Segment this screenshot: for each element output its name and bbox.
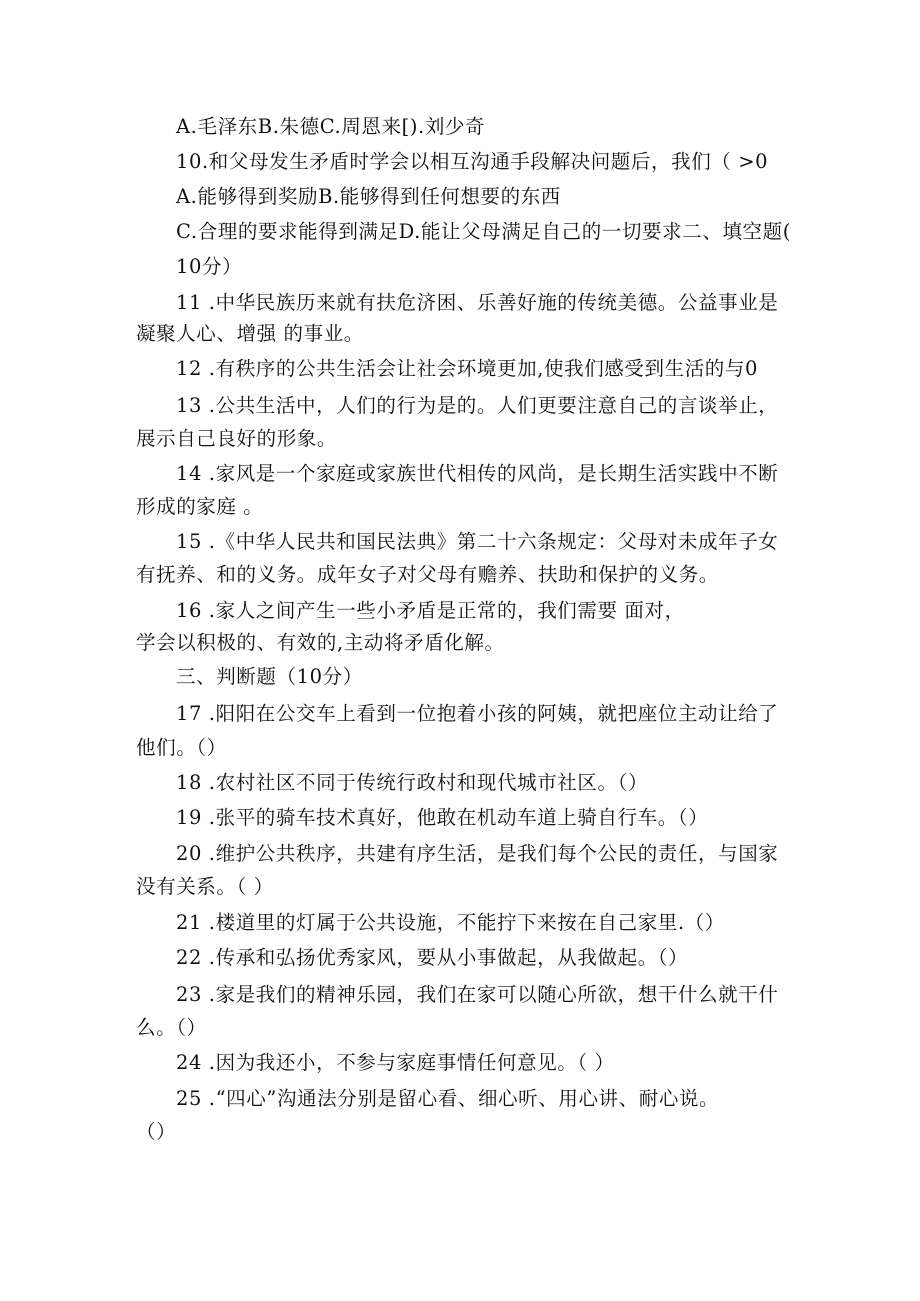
question-17: 17 .阳阳在公交车上看到一位抱着小孩的阿姨，就把座位主动让给了 [176, 702, 779, 725]
question-25-cont: （） [136, 1120, 177, 1143]
q10-options-ab: A.能够得到奖励B.能够得到任何想要的东西 [176, 185, 561, 208]
question-16-cont: 学会以积极的、有效的,主动将矛盾化解。 [136, 631, 505, 654]
q10-options-cd: C.合理的要求能得到满足D.能让父母满足自己的一切要求二、填空题( [176, 220, 791, 243]
question-16: 16 .家人之间产生一些小矛盾是正常的，我们需要 面对， [176, 599, 685, 622]
question-13-cont: 展示自己良好的形象。 [136, 427, 338, 450]
question-20-cont: 没有关系。（ ） [136, 875, 274, 898]
question-20: 20 .维护公共秩序，共建有序生活，是我们每个公民的责任，与国家 [176, 842, 779, 865]
question-11-cont: 凝聚人心、增强 的事业。 [136, 322, 364, 345]
question-13: 13 .公共生活中，人们的行为是的。人们更要注意自己的言谈举止， [176, 394, 779, 417]
section-3-heading: 三、判断题（10分） [176, 665, 363, 688]
section-2-score: 10分） [176, 255, 243, 278]
question-24: 24 .因为我还小，不参与家庭事情任何意见。（ ） [176, 1051, 615, 1074]
question-12: 12 .有秩序的公共生活会让社会环境更加,使我们感受到生活的与0 [176, 357, 759, 380]
question-21: 21 .楼道里的灯属于公共设施，不能拧下来按在自己家里.（） [176, 911, 725, 934]
question-25: 25 .“四心”沟通法分别是留心看、细心听、用心讲、耐心说。 [176, 1087, 720, 1110]
question-17-cont: 他们。（） [136, 736, 227, 759]
question-15-cont: 有抚养、和的义务。成年女子对父母有赡养、扶助和保护的义务。 [136, 563, 719, 586]
question-23: 23 .家是我们的精神乐园，我们在家可以随心所欲，想干什么就干什 [176, 983, 779, 1006]
question-10: 10.和父母发生矛盾时学会以相互沟通手段解决问题后，我们（ >0 [176, 150, 769, 173]
question-14-cont: 形成的家庭 。 [136, 495, 264, 518]
question-19: 19 .张平的骑车技术真好，他敢在机动车道上骑自行车。（） [176, 806, 709, 829]
question-14: 14 .家风是一个家庭或家族世代相传的风尚，是长期生活实践中不断 [176, 462, 779, 485]
q9-options: A.毛泽东B.朱德C.周恩来[).刘少奇 [176, 115, 486, 138]
question-22: 22 .传承和弘扬优秀家风，要从小事做起，从我做起。（） [176, 946, 689, 969]
question-15: 15 .《中华人民共和国民法典》第二十六条规定：父母对未成年子女 [176, 530, 779, 553]
question-23-cont: 么。（） [136, 1016, 207, 1039]
question-11: 11 .中华民族历来就有扶危济困、乐善好施的传统美德。公益事业是 [176, 291, 779, 314]
question-18: 18 .农村社区不同于传统行政村和现代城市社区。（） [176, 771, 649, 794]
